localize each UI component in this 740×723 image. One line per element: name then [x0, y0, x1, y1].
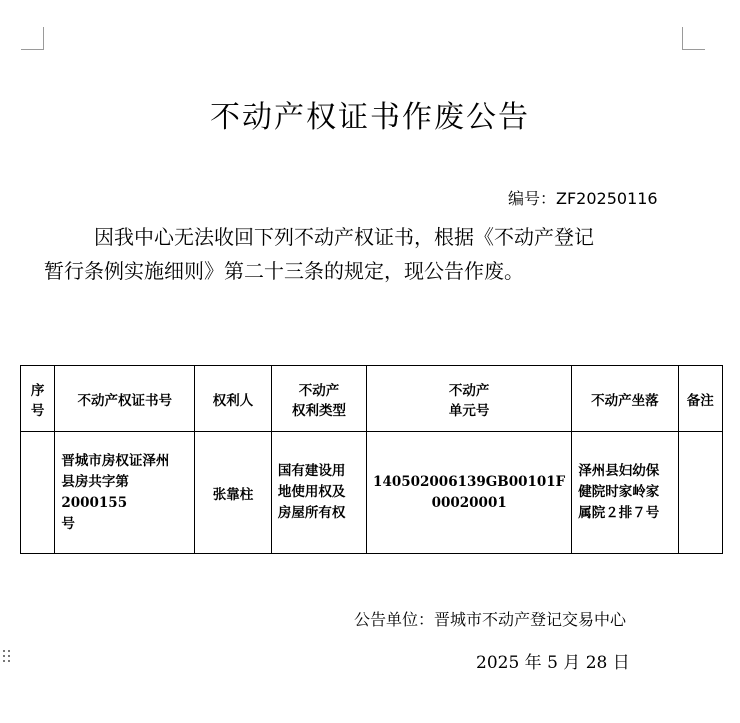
header-unit-no: 不动产 单元号 [367, 366, 572, 432]
page-corner-mark-top-left [21, 27, 44, 50]
header-remark: 备注 [678, 366, 723, 432]
body-line-1: 因我中心无法收回下列不动产权证书，根据《不动产登记 [94, 225, 594, 249]
issuing-unit: 公告单位：晋城市不动产登记交易中心 [354, 610, 627, 629]
document-number: 编号：ZF20250116 [508, 189, 658, 208]
cell-seq [21, 432, 55, 554]
cell-remark [678, 432, 723, 554]
drag-handle-icon[interactable] [3, 650, 11, 664]
page-corner-mark-top-right [682, 27, 705, 50]
body-line-2: 暂行条例实施细则》第二十三条的规定，现公告作废。 [44, 259, 524, 283]
cell-location: 泽州县妇幼保 健院时家岭家 属院２排７号 [572, 432, 678, 554]
header-holder: 权利人 [195, 366, 272, 432]
header-cert-no: 不动产权证书号 [55, 366, 195, 432]
body-paragraph [44, 220, 704, 288]
cell-holder: 张靠柱 [195, 432, 272, 554]
header-seq: 序 号 [21, 366, 55, 432]
cell-unit-no: 140502006139GB00101F 00020001 [367, 432, 572, 554]
cell-cert-no: 晋城市房权证泽州 县房共字第2000155 号 [55, 432, 195, 554]
table-row [21, 432, 723, 554]
cell-right-type: 国有建设用 地使用权及 房屋所有权 [271, 432, 366, 554]
issue-date: 2025 年 5 月 28 日 [476, 653, 630, 673]
certificate-table [20, 365, 723, 554]
document-title: 不动产权证书作废公告 [210, 100, 530, 135]
table-header-row [21, 366, 723, 432]
header-right-type: 不动产 权利类型 [271, 366, 366, 432]
header-location: 不动产坐落 [572, 366, 678, 432]
